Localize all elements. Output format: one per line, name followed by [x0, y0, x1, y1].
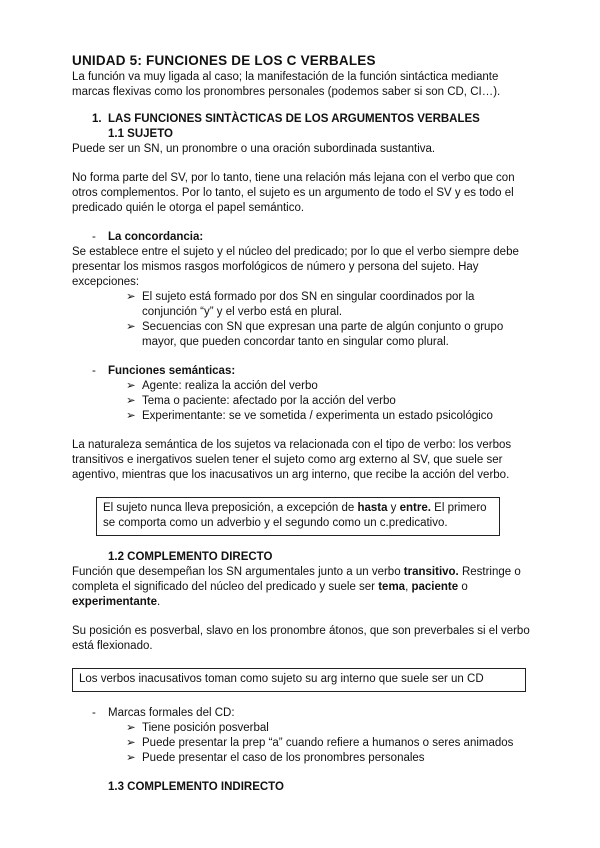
cd-text-1: Función que desempeñan los SN argumentales junto a un verbo [72, 566, 404, 578]
section-heading-1 [92, 112, 532, 127]
cd-text-4: o [458, 581, 468, 593]
cd-bold-experimentante: experimentante [72, 596, 158, 608]
cd-bold-paciente: paciente [411, 581, 459, 593]
list-item [126, 320, 532, 350]
arrow-bullet-icon: ➢ [126, 722, 136, 734]
funcion-item-1: Agente: realiza la acción del verbo [142, 380, 318, 392]
list-item [126, 394, 532, 409]
marcas-label: Marcas formales del CD: [108, 707, 235, 719]
excepcion-item-2: Secuencias con SN que expresan una parte de algún conjunto o grupo mayor, que pueden concordar tanto en singular como plural. [142, 321, 504, 348]
marca-item-3: Puede presentar el caso de los pronombres personales [142, 752, 425, 764]
arrow-bullet-icon: ➢ [126, 321, 136, 333]
sujeto-paragraph-2: No forma parte del SV, por lo tanto, tiene una relación más lejana con el verbo que con otros complementos. Por lo tanto, el sujeto es un argumento de todo el SV y es todo el predicado quién le otorga el papel semántico. [72, 172, 515, 214]
arrow-bullet-icon: ➢ [126, 737, 136, 749]
cd-bold-tema: tema [378, 581, 406, 593]
list-item [126, 290, 532, 320]
note-bold-entre: entre. [399, 502, 431, 514]
cd-paragraph-1 [72, 565, 532, 610]
list-item [126, 379, 532, 394]
marca-item-1: Tiene posición posverbal [142, 722, 269, 734]
dash-bullet-icon: - [92, 365, 96, 377]
subsection-heading-sujeto: 1.1 SUJETO [108, 128, 173, 140]
cd-text-2: Restringe o completa el significado del núcleo del predicado y suele ser [72, 566, 521, 593]
dash-bullet-icon: - [92, 707, 96, 719]
section-heading-text: LAS FUNCIONES SINTÀCTICAS DE LOS ARGUMENTOS VERBALES [108, 113, 480, 125]
arrow-bullet-icon: ➢ [126, 410, 136, 422]
list-item [126, 409, 532, 424]
cd-text-3: , [405, 581, 412, 593]
arrow-bullet-icon: ➢ [126, 752, 136, 764]
cd-bold-transitivo: transitivo. [403, 566, 459, 578]
excepcion-item-1: El sujeto está formado por dos SN en singular coordinados por la conjunción “y” y el verbo está en plural. [142, 291, 475, 318]
note-text-2: y [387, 502, 400, 514]
cd-paragraph-2: Su posición es posverbal, slavo en los pronombre átonos, que son preverbales si el verbo está flexionado. [72, 625, 530, 652]
arrow-bullet-icon: ➢ [126, 291, 136, 303]
funcion-item-2: Tema o paciente: afectado por la acción del verbo [142, 395, 396, 407]
note-text-3: El primero se comporta como un adverbio y el segundo como un c.predicativo. [103, 502, 487, 529]
note-text-1: El sujeto nunca lleva preposición, a excepción de [103, 502, 358, 514]
subsection-heading-ci: 1.3 COMPLEMENTO INDIRECTO [108, 781, 284, 793]
list-item [126, 751, 532, 766]
sujeto-paragraph-1: Puede ser un SN, un pronombre o una oración subordinada sustantiva. [72, 143, 436, 155]
sujeto-paragraph-3: La naturaleza semántica de los sujetos va relacionada con el tipo de verbo: los verbos transitivos e inergativos suelen tener el sujeto como arg externo al SV, que suele ser agentivo, mientras que los inacusativos un arg interno, que recibe la acción del verbo. [72, 439, 512, 481]
dash-bullet-icon: - [92, 231, 96, 243]
funciones-label: Funciones semánticas: [108, 365, 236, 377]
list-item [126, 736, 532, 751]
note-bold-hasta: hasta [357, 502, 388, 514]
funcion-item-3: Experimentante: se ve sometida / experimenta un estado psicológico [142, 410, 493, 422]
intro-paragraph: La función va muy ligada al caso; la manifestación de la función sintáctica mediante marcas flexivas como los pronombres personales (podemos saber si son CD, CI…). [72, 71, 501, 98]
arrow-bullet-icon: ➢ [126, 395, 136, 407]
subsection-heading-cd: 1.2 COMPLEMENTO DIRECTO [108, 551, 273, 563]
concordancia-paragraph: Se establece entre el sujeto y el núcleo del predicado; por lo que el verbo siempre debe presentar los mismos rasgos morfológicos de número y persona del sujeto. Hay excepciones: [72, 246, 519, 288]
section-number: 1. [92, 113, 102, 125]
note-box-sujeto [96, 497, 500, 536]
note-box-cd: Los verbos inacusativos toman como sujeto su arg interno que suele ser un CD [72, 668, 526, 692]
document-page [72, 52, 532, 795]
marcas-bullet [92, 706, 532, 721]
arrow-bullet-icon: ➢ [126, 380, 136, 392]
funciones-bullet [92, 364, 532, 379]
concordancia-label: La concordancia: [108, 231, 204, 243]
page-title: UNIDAD 5: FUNCIONES DE LOS C VERBALES [72, 53, 376, 68]
cd-text-5: . [157, 596, 161, 608]
list-item [126, 721, 532, 736]
concordancia-bullet [92, 230, 532, 245]
marca-item-2: Puede presentar la prep “a” cuando refiere a humanos o seres animados [142, 737, 514, 749]
